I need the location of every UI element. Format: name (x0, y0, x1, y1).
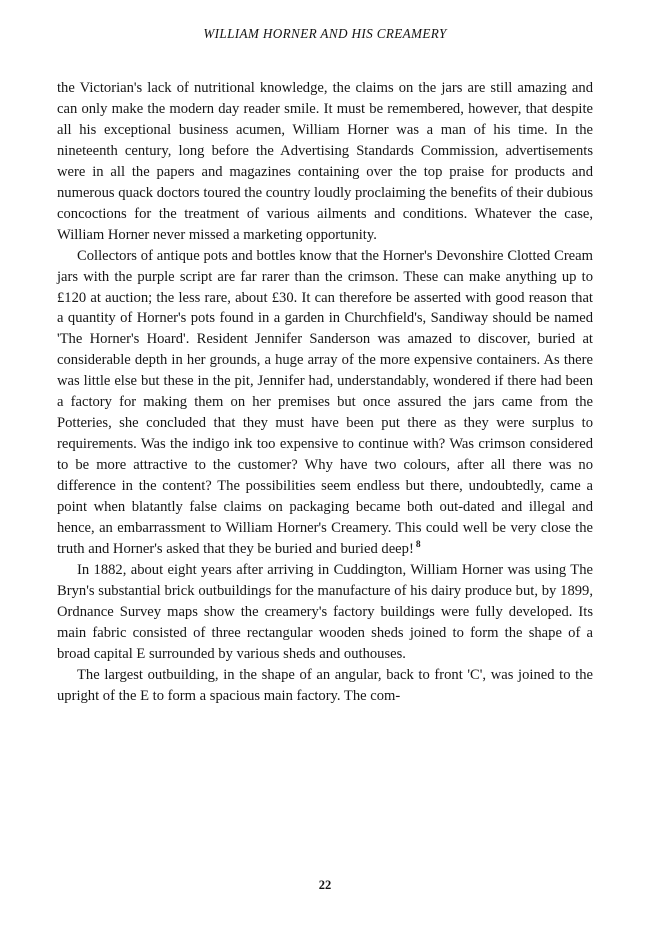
paragraph-4: The largest outbuilding, in the shape of an angular, back to front 'C', was joined to the upright of the E to form a spacious main factory. The com- (57, 666, 593, 704)
paragraph-2-text: Collectors of antique pots and bottles know that the Horner's Devonshire Clotted Cream jars with the purple script are far rarer than the crimson. These can make anything up to £120 at auction; the less rare, about £30. It can therefore be asserted with good reason that a quantity of Horner's pots found in a garden in Churchfield's, Sandiway should be named 'The Horner's Hoard'. Resident Jennifer Sanderson was amazed to discover, buried at considerable depth in her grounds, a huge array of the more expensive containers. As there was little else but these in the pit, Jennifer had, understandably, wondered if there had been a factory for making them on her premises but once assured the jars came from the Potteries, she concluded that they must have been put there as they were surplus to requirements. Was the indigo ink too expensive to continue with? Was crimson considered to be more attractive to the customer? Why have two colours, after all there was no difference in the content? The possibilities seem endless but there, undoubtedly, came a point when blatantly false claims on packaging became both out-dated and illegal and hence, an embarrassment to William Horner's Creamery. This could well be very close the truth and Horner's asked that they be buried and buried deep! (57, 247, 593, 557)
running-head: WILLIAM HORNER AND HIS CREAMERY (203, 26, 447, 41)
paragraph-2 (57, 246, 593, 560)
paragraph-1: the Victorian's lack of nutritional knowledge, the claims on the jars are still amazing and can only make the modern day reader smile. It must be remembered, however, that despite all his exceptional business acumen, William Horner was a man of his time. In the nineteenth century, long before the Advertising Standards Commission, advertisements were in all the papers and magazines containing over the top praise for products and numerous quack doctors toured the country loudly proclaiming the benefits of their dubious concoctions for the treatment of various ailments and conditions. Whatever the case, William Horner never missed a marketing opportunity. (57, 80, 593, 243)
paragraph-3: In 1882, about eight years after arriving in Cuddington, William Horner was using The Bryn's substantial brick outbuildings for the manufacture of his dairy produce but, by 1899, Ordnance Survey maps show the creamery's factory buildings were fully developed. Its main fabric consisted of three rectangular wooden sheds joined to form the shape of a broad capital E surrounded by various sheds and outhouses. (57, 561, 593, 662)
footnote-reference-8[interactable]: 8 (415, 540, 421, 551)
body-text-block (57, 78, 593, 707)
page-number: 22 (318, 878, 332, 892)
